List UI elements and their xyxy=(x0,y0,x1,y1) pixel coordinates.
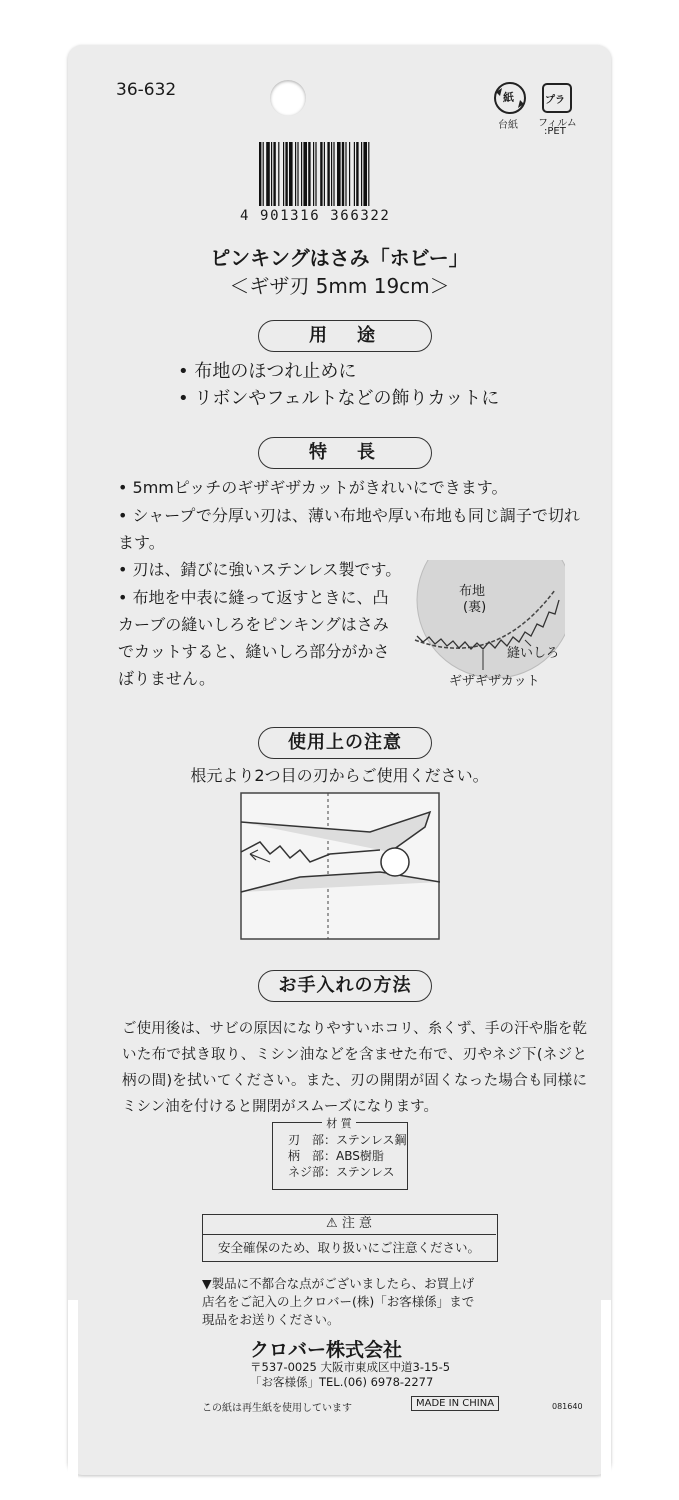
feature-item: • 刃は、錆びに強いステンレス製です。 xyxy=(118,560,402,579)
list-item: • リボンやフェルトなどの飾りカットに xyxy=(178,388,500,409)
barcode-bar xyxy=(278,142,279,206)
caution-use-text: 根元より2つ目の刃からご使用ください。 xyxy=(190,766,489,785)
plastic-label: フィルム xyxy=(538,118,577,129)
company-name: クロバー株式会社 xyxy=(250,1339,403,1361)
barcode-bar xyxy=(301,142,302,206)
barcode-bar xyxy=(297,142,298,206)
barcode-bar xyxy=(283,142,284,206)
diagram-seam: 縫いしろ xyxy=(507,646,560,661)
barcode-bar xyxy=(356,142,358,206)
barcode-bar xyxy=(320,142,322,206)
barcode-bar xyxy=(313,142,314,206)
card-notch-left xyxy=(68,1300,78,1490)
material-list xyxy=(288,1132,407,1180)
hang-hole xyxy=(270,80,306,116)
diagram-cut: ギザギザカット xyxy=(449,674,540,689)
barcode-bar xyxy=(354,142,355,206)
warning-heading-row xyxy=(202,1214,496,1235)
barcode-bar xyxy=(308,142,310,206)
barcode-number: 4 901316 366322 xyxy=(240,208,391,224)
origin-label: MADE IN CHINA xyxy=(411,1396,499,1411)
barcode-bar xyxy=(337,142,341,206)
paper-mark: 紙 xyxy=(503,91,514,104)
seam-diagram xyxy=(405,560,565,700)
diagram-back: (裏) xyxy=(463,600,487,615)
barcode-bar xyxy=(327,142,329,206)
features-heading: 特 長 xyxy=(258,437,432,469)
barcode-bar xyxy=(315,142,316,206)
barcode-bar xyxy=(263,142,264,206)
barcode-bar xyxy=(342,142,344,206)
barcode-bar xyxy=(331,142,332,206)
scissors-illustration xyxy=(240,792,440,940)
material-row: 柄 部：ABS樹脂 xyxy=(288,1149,384,1163)
plastic-sub: :PET xyxy=(544,126,566,137)
barcode-bar xyxy=(361,142,362,206)
notice xyxy=(202,1275,474,1329)
notice-line: 店名をご記入の上クロバー(株)「お客様係」まで xyxy=(202,1294,475,1309)
barcode-bar xyxy=(295,142,296,206)
barcode-bar xyxy=(349,142,350,206)
list-item: • 布地のほつれ止めに xyxy=(178,361,357,382)
notice-line: 現品をお送りください。 xyxy=(202,1312,340,1327)
barcode-bar xyxy=(285,142,287,206)
barcode-bar xyxy=(333,142,334,206)
barcode-bar xyxy=(289,142,293,206)
barcode xyxy=(255,142,435,206)
recycle-marks xyxy=(490,80,590,140)
feature-item: • 5mmピッチのギザギザカットがきれいにできます。 xyxy=(118,478,508,497)
barcode-bar xyxy=(345,142,346,206)
plastic-mark: プラ xyxy=(545,95,565,106)
barcode-bar xyxy=(324,142,325,206)
product-title: ピンキングはさみ「ホビー」 xyxy=(210,246,469,270)
paper-label: 台紙 xyxy=(498,120,518,131)
material-row: 刃 部：ステンレス鋼 xyxy=(288,1133,407,1147)
barcode-bar xyxy=(259,142,261,206)
material-row: ネジ部：ステンレス xyxy=(288,1165,395,1179)
company-tel: 「お客様係」TEL.(06) 6978-2277 xyxy=(250,1375,434,1389)
notice-line: ▼製品に不都合な点がございましたら、お買上げ xyxy=(202,1276,475,1291)
care-heading: お手入れの方法 xyxy=(258,970,432,1002)
recycled-note: この紙は再生紙を使用しています xyxy=(202,1403,352,1414)
feature-item: • 布地を中表に縫って返すときに、凸カーブの縫いしろをピンキングはさみでカットすると、縫いしろ部分がかさばりません。 xyxy=(118,588,390,688)
barcode-bar xyxy=(266,142,270,206)
product-subtitle: ＜ギザ刃 5mm 19cm＞ xyxy=(229,274,450,298)
diagram-fabric: 布地 xyxy=(459,584,486,599)
caution-use-heading: 使用上の注意 xyxy=(258,727,432,759)
barcode-bar xyxy=(303,142,307,206)
card-notch-right xyxy=(601,1300,611,1490)
material-heading: 材 質 xyxy=(272,1115,406,1131)
barcode-bar xyxy=(273,142,275,206)
barcode-bar xyxy=(271,142,272,206)
feature-item: • シャープで分厚い刃は、薄い布地や厚い布地も同じ調子で切れます。 xyxy=(118,506,580,552)
warning-icon: ⚠ xyxy=(326,1216,338,1231)
lot-number: 081640 xyxy=(552,1402,583,1411)
care-text: ご使用後は、サビの原因になりやすいホコリ、糸くず、手の汗や脂を乾いた布で拭き取り、ミシン油などを含ませた布で、刃やネジ下(ネジと柄の間)を拭いてください。また、刃の開閉が固くなった場合も同様にミシン油を付けると開閉がスムーズになります。 xyxy=(122,1021,587,1115)
barcode-bar xyxy=(368,142,369,206)
usage-heading: 用 途 xyxy=(258,320,432,352)
company-address: 〒537-0025 大阪市東成区中道3-15-5 xyxy=(250,1360,451,1374)
warning-heading: 注 意 xyxy=(341,1216,372,1231)
barcode-bar xyxy=(363,142,367,206)
product-code: 36-632 xyxy=(116,80,177,100)
warning-text: 安全確保のため、取り扱いにご注意ください。 xyxy=(217,1240,480,1255)
usage-list xyxy=(178,358,499,412)
